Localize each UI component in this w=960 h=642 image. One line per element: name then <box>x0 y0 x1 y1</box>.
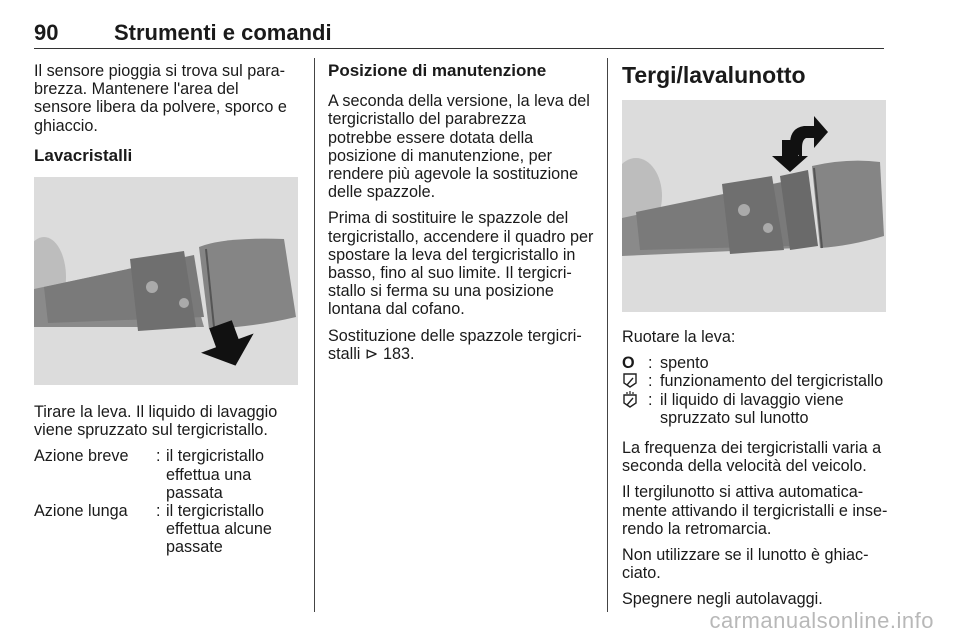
maintenance-paragraph-3: Sostituzione delle spazzole tergicristalli ⊳ 183. <box>328 326 582 363</box>
column-left <box>34 62 300 565</box>
symbol-definition-list <box>622 354 888 427</box>
definition-desc: il tergicristallo effettua una passata <box>166 447 265 502</box>
rear-wiper-paragraph-3: Non utilizzare se il lunotto è ghiacciato. <box>622 546 869 583</box>
page-title: Strumenti e comandi <box>114 20 332 45</box>
action-definition-list <box>34 447 300 556</box>
definition-desc: il tergicristallo effettua alcune passate <box>166 502 272 557</box>
definition-separator: : <box>156 447 161 466</box>
washer-lever-illustration <box>34 177 298 385</box>
section-heading-washer: Lavacristalli <box>34 145 133 165</box>
rear-wiper-paragraph-1: La frequenza dei tergicristalli varia a seconda della velocità del veicolo. <box>622 439 882 476</box>
section-heading-maintenance: Posizione di manutenzione <box>328 61 547 80</box>
rear-wiper-lever-illustration <box>622 100 886 312</box>
rear-wiper-paragraph-2: Il tergilunotto si attiva automaticamente attivando il tergicristalli e inserendo la retromarcia. <box>622 483 888 538</box>
definition-term: Azione breve <box>34 447 129 466</box>
page-header <box>34 8 884 49</box>
off-icon: O <box>622 354 635 373</box>
intro-paragraph: Il sensore pioggia si trova sul parabrezza. Mantenere l'area del sensore libera da polvere, sporco e ghiaccio. <box>34 62 287 135</box>
symbol-row <box>622 391 888 427</box>
column-divider <box>607 58 608 612</box>
page-number: 90 <box>34 20 59 45</box>
definition-term: Azione lunga <box>34 502 128 521</box>
definition-row <box>34 447 300 502</box>
rotate-instruction: Ruotare la leva: <box>622 328 736 346</box>
symbol-desc: funzionamento del tergicristallo <box>660 372 884 391</box>
rear-wiper-paragraph-4: Spegnere negli autolavaggi. <box>622 590 823 609</box>
column-divider <box>314 58 315 612</box>
symbol-separator: : <box>648 390 653 409</box>
watermark: carmanualsonline.info <box>709 608 934 633</box>
definition-separator: : <box>156 502 161 521</box>
symbol-separator: : <box>648 354 653 373</box>
symbol-desc: spento <box>660 354 709 373</box>
rear-washer-icon <box>622 391 648 427</box>
symbol-separator: : <box>648 372 653 391</box>
maintenance-paragraph-1: A seconda della versione, la leva del tergicristallo del parabrezza potrebbe essere dotata della posizione di manutenzione, per rendere più agevole la sostituzione delle spazzole. <box>328 92 590 202</box>
section-heading-rear-wiper: Tergi/lavalunotto <box>622 62 806 88</box>
symbol-desc: il liquido di lavaggio viene spruzzato sul lunotto <box>660 390 844 427</box>
definition-row <box>34 502 300 557</box>
column-right <box>622 62 888 617</box>
symbol-row <box>622 372 888 390</box>
rear-wiper-icon <box>622 372 648 390</box>
washer-caption: Tirare la leva. Il liquido di lavaggio viene spruzzato sul tergicristallo. <box>34 403 278 440</box>
symbol-row <box>622 354 888 372</box>
column-middle <box>328 62 594 371</box>
maintenance-paragraph-2: Prima di sostituire le spazzole del tergicristallo, accendere il quadro per spostare la leva del tergicristallo in basso, fino al suo limite. Il tergicristallo si ferma su una posizione lontana dal cofano. <box>328 209 594 319</box>
